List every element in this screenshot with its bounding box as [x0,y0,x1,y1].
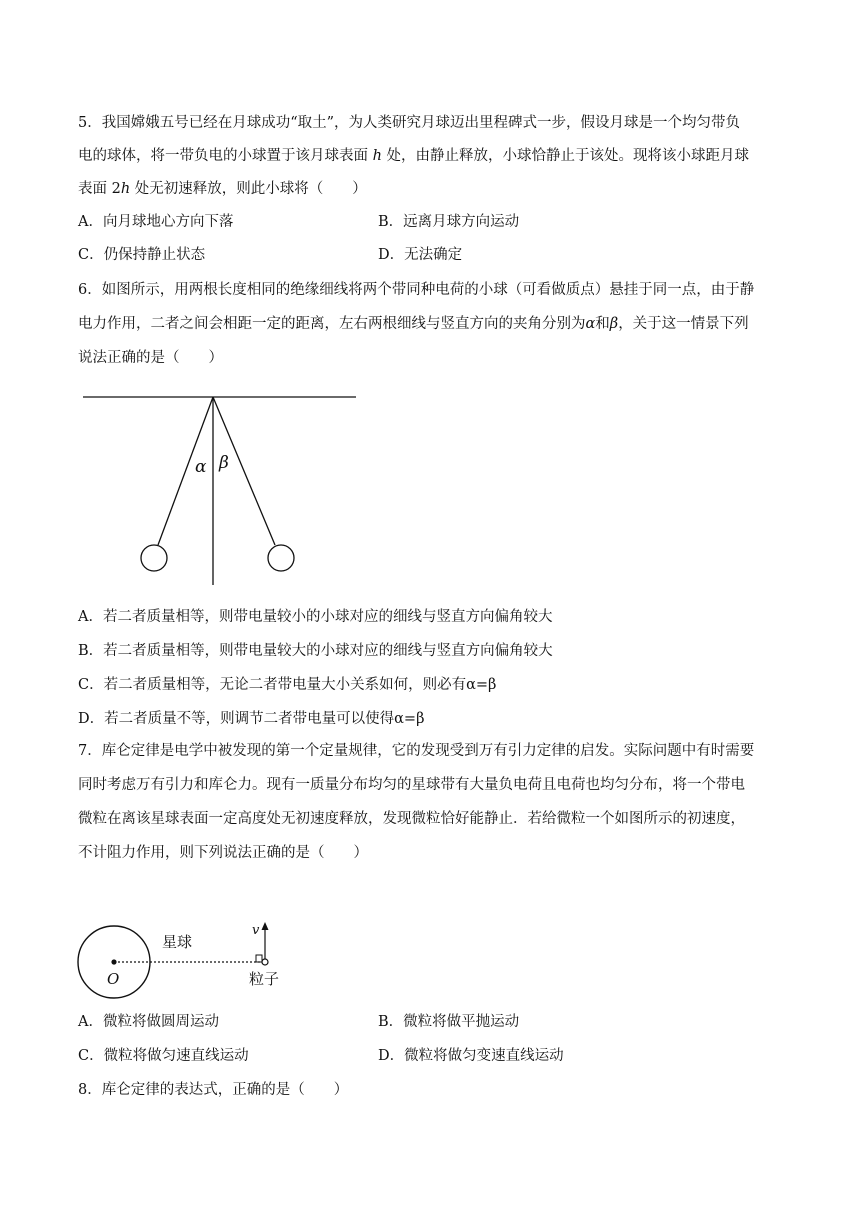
q6-option-c[interactable]: C．若二者质量相等，无论二者带电量大小关系如何，则必有α=β [78,677,497,693]
q5-option-c[interactable]: C．仍保持静止状态 [78,247,206,263]
q6-stem-line2: 电力作用，二者之间会相距一定的距离，左右两根细线与竖直方向的夹角分别为α和β，关于这一情景下列 [78,316,749,332]
planet-label: 星球 [162,933,193,951]
q5-option-d[interactable]: D．无法确定 [378,247,463,263]
alpha-label: α [195,457,207,477]
center-label: O [107,970,120,988]
velocity-label: v [252,923,260,938]
pendulum-figure [78,390,368,590]
q7-stem-line1: 7．库仑定律是电学中被发现的第一个定量规律，它的发现受到万有引力定律的启发。实际问题中有时需要 [78,743,755,759]
particle-label: 粒子 [249,970,280,988]
q7-option-c[interactable]: C．微粒将做匀速直线运动 [78,1048,249,1064]
velocity-arrowhead-icon [262,922,269,930]
planet-figure [74,912,294,1004]
q5-option-b[interactable]: B．远离月球方向运动 [378,214,520,230]
q5-option-a[interactable]: A．向月球地心方向下落 [78,214,234,230]
q7-option-d[interactable]: D．微粒将做匀变速直线运动 [378,1048,564,1064]
q6-option-b[interactable]: B．若二者质量相等，则带电量较大的小球对应的细线与竖直方向偏角较大 [78,643,553,659]
q5-stem-line1: 5．我国嫦娥五号已经在月球成功“取土”，为人类研究月球迈出里程碑式一步，假设月球是一个均匀带负 [78,115,741,131]
q5-stem-line2: 电的球体，将一带负电的小球置于该月球表面 h 处，由静止释放，小球恰静止于该处。现将该小球距月球 [78,148,750,164]
q7-option-a[interactable]: A．微粒将做圆周运动 [78,1014,219,1030]
q6-stem-line1: 6．如图所示，用两根长度相同的绝缘细线将两个带同种电荷的小球（可看做质点）悬挂于同一点，由于静 [78,282,755,298]
q7-stem-line3: 微粒在离该星球表面一定高度处无初速度释放，发现微粒恰好能静止．若给微粒一个如图所示的初速度， [78,811,745,827]
right-ball [268,545,294,571]
left-ball [141,545,167,571]
q7-stem-line2: 同时考虑万有引力和库仑力。现有一质量分布均匀的星球带有大量负电荷且电荷也均匀分布，将一个带电 [78,777,745,793]
particle [262,959,268,965]
q7-option-b[interactable]: B．微粒将做平抛运动 [378,1014,520,1030]
q7-stem-line4: 不计阻力作用，则下列说法正确的是（ ） [78,845,368,861]
q6-option-a[interactable]: A．若二者质量相等，则带电量较小的小球对应的细线与竖直方向偏角较大 [78,609,553,625]
beta-label: β [219,453,229,473]
q6-stem-line3: 说法正确的是（ ） [78,350,223,366]
q8-stem-line1: 8．库仑定律的表达式，正确的是（ ） [78,1082,349,1098]
right-angle-mark [256,955,262,962]
q5-stem-line3: 表面 2h 处无初速释放，则此小球将（ ） [78,181,367,197]
q6-option-d[interactable]: D．若二者质量不等，则调节二者带电量可以使得α=β [78,711,425,727]
